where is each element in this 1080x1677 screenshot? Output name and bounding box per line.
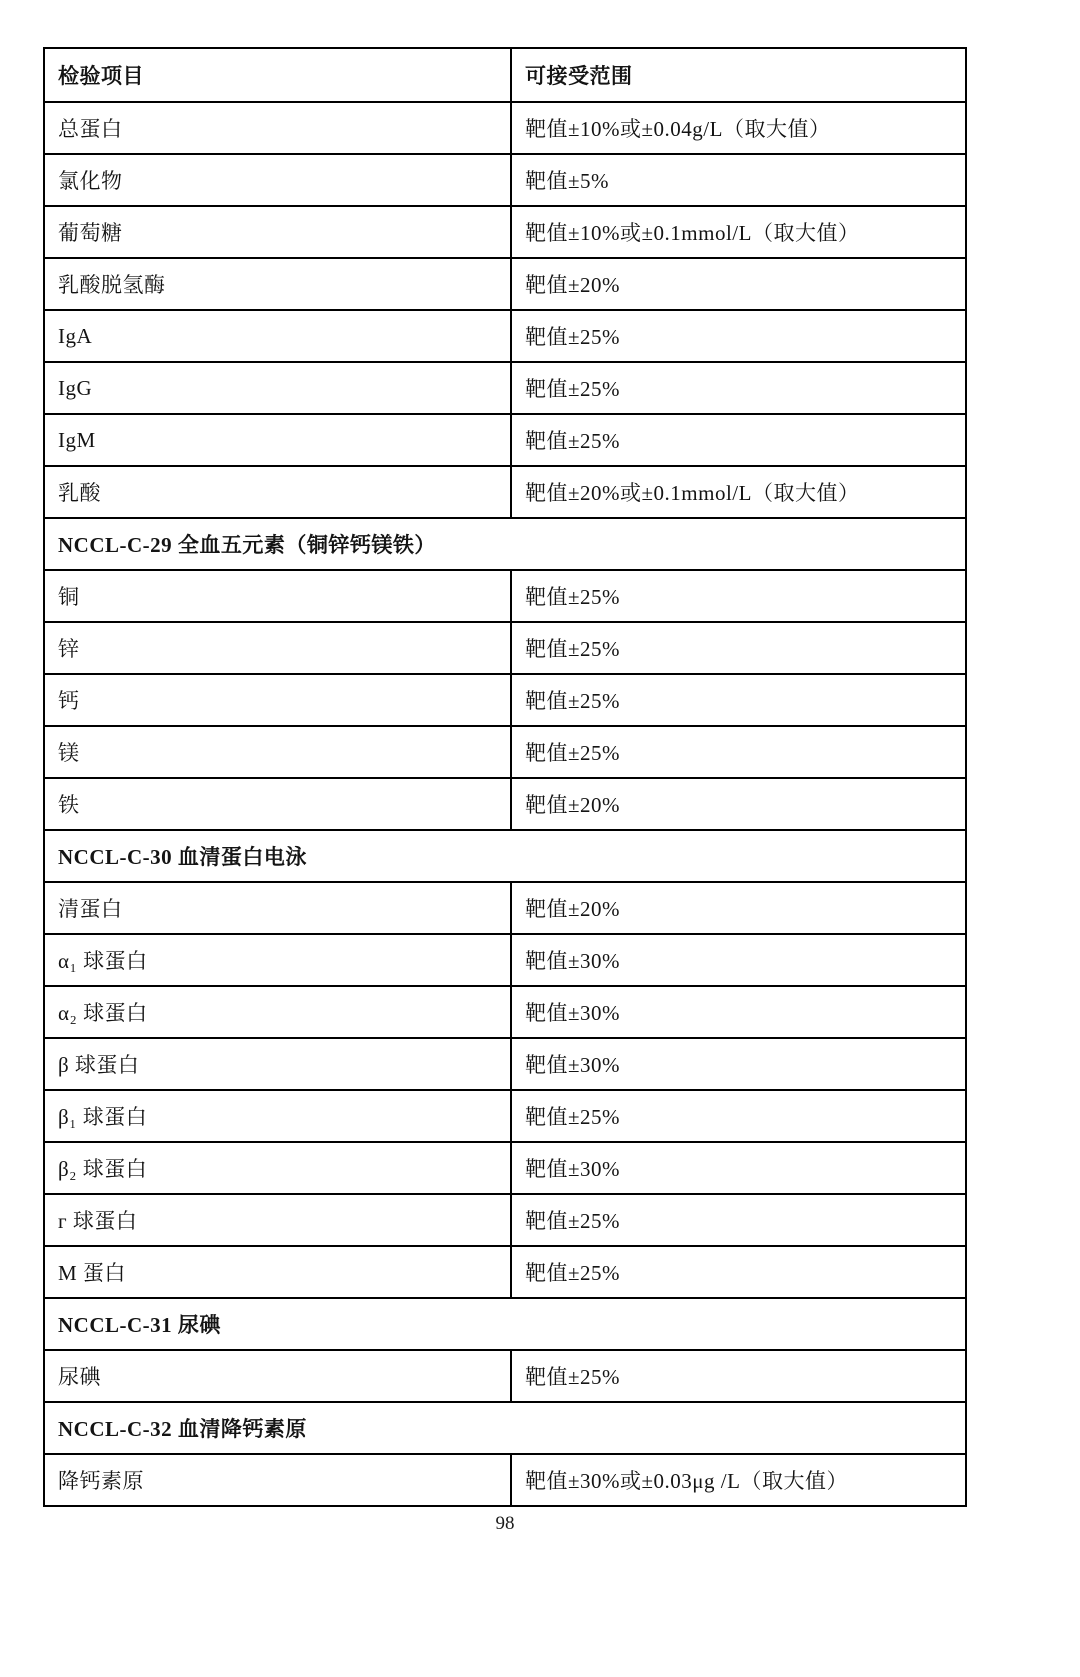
table-row: [45, 621, 965, 673]
acceptable-range-cell: 靶值±30%: [525, 1001, 621, 1025]
acceptable-range-cell: 靶值±25%: [525, 377, 621, 401]
test-item-cell: 尿碘: [45, 1351, 512, 1401]
test-item-cell: 镁: [45, 727, 512, 777]
acceptable-range-cell: 靶值±25%: [525, 637, 621, 661]
section-header-row: [45, 1297, 965, 1349]
acceptable-range-cell: 靶值±25%: [525, 585, 621, 609]
test-item-cell: M 蛋白: [45, 1247, 512, 1297]
test-item-cell: α₂ 球蛋白: [45, 987, 512, 1037]
acceptable-range-cell: 靶值±20%: [525, 273, 621, 297]
table-row: [45, 1453, 965, 1505]
test-item-cell: β₂ 球蛋白: [45, 1143, 512, 1193]
table-row: [45, 1193, 965, 1245]
test-item-cell: IgG: [45, 363, 512, 413]
test-item-cell: 乳酸: [45, 467, 512, 517]
acceptable-range-cell: 靶值±30%或±0.03μg /L（取大值）: [525, 1469, 848, 1493]
test-item-cell: 铁: [45, 779, 512, 829]
acceptable-range-cell: 靶值±25%: [525, 741, 621, 765]
table-row: [45, 933, 965, 985]
test-item-cell: 铜: [45, 571, 512, 621]
acceptable-range-cell: 靶值±30%: [525, 949, 621, 973]
acceptable-range-cell: 靶值±10%或±0.1mmol/L（取大值）: [525, 221, 860, 245]
column-header-test-item: 检验项目: [45, 49, 512, 101]
acceptable-range-cell: 靶值±10%或±0.04g/L（取大值）: [525, 117, 831, 141]
table-row: [45, 361, 965, 413]
table-row: [45, 1089, 965, 1141]
table-row: [45, 1141, 965, 1193]
acceptable-range-cell: 靶值±20%或±0.1mmol/L（取大值）: [525, 481, 860, 505]
table-row: [45, 101, 965, 153]
table-row: [45, 309, 965, 361]
test-item-cell: 锌: [45, 623, 512, 673]
acceptable-range-cell: 靶值±20%: [525, 897, 621, 921]
acceptable-range-cell: 靶值±25%: [525, 1261, 621, 1285]
section-title: NCCL-C-32 血清降钙素原: [58, 1417, 307, 1441]
test-item-cell: г 球蛋白: [45, 1195, 512, 1245]
table-row: [45, 725, 965, 777]
page-number: 98: [495, 1513, 515, 1534]
acceptable-range-cell: 靶值±30%: [525, 1053, 621, 1077]
section-header-row: [45, 517, 965, 569]
acceptable-range-cell: 靶值±25%: [525, 325, 621, 349]
test-item-cell: 钙: [45, 675, 512, 725]
table-row: [45, 985, 965, 1037]
acceptable-range-cell: 靶值±25%: [525, 1209, 621, 1233]
section-title: NCCL-C-29 全血五元素（铜锌钙镁铁）: [58, 533, 436, 557]
test-item-cell: IgM: [45, 415, 512, 465]
test-item-cell: β 球蛋白: [45, 1039, 512, 1089]
table-row: [45, 1349, 965, 1401]
table-row: [45, 569, 965, 621]
test-item-cell: α₁ 球蛋白: [45, 935, 512, 985]
table-row: [45, 1245, 965, 1297]
test-item-cell: 降钙素原: [45, 1455, 512, 1505]
test-item-cell: 葡萄糖: [45, 207, 512, 257]
table-row: [45, 1037, 965, 1089]
test-item-cell: IgA: [45, 311, 512, 361]
table-row: [45, 777, 965, 829]
acceptable-range-cell: 靶值±20%: [525, 793, 621, 817]
section-header-row: [45, 1401, 965, 1453]
acceptable-range-cell: 靶值±25%: [525, 429, 621, 453]
table-header-row: [45, 49, 965, 101]
test-item-cell: 氯化物: [45, 155, 512, 205]
acceptable-range-cell: 靶值±25%: [525, 689, 621, 713]
acceptable-range-cell: 靶值±25%: [525, 1365, 621, 1389]
section-title: NCCL-C-30 血清蛋白电泳: [58, 845, 307, 869]
acceptance-range-table: [43, 47, 967, 1507]
acceptable-range-cell: 靶值±5%: [525, 169, 610, 193]
table-row: [45, 257, 965, 309]
acceptable-range-cell: 靶值±30%: [525, 1157, 621, 1181]
test-item-cell: β₁ 球蛋白: [45, 1091, 512, 1141]
column-header-acceptable-range: 可接受范围: [525, 64, 633, 88]
table-row: [45, 153, 965, 205]
table-row: [45, 673, 965, 725]
section-title: NCCL-C-31 尿碘: [58, 1313, 221, 1337]
section-header-row: [45, 829, 965, 881]
table-row: [45, 413, 965, 465]
test-item-cell: 乳酸脱氢酶: [45, 259, 512, 309]
table-row: [45, 881, 965, 933]
table-row: [45, 205, 965, 257]
acceptable-range-cell: 靶值±25%: [525, 1105, 621, 1129]
test-item-cell: 总蛋白: [45, 103, 512, 153]
table-row: [45, 465, 965, 517]
test-item-cell: 清蛋白: [45, 883, 512, 933]
